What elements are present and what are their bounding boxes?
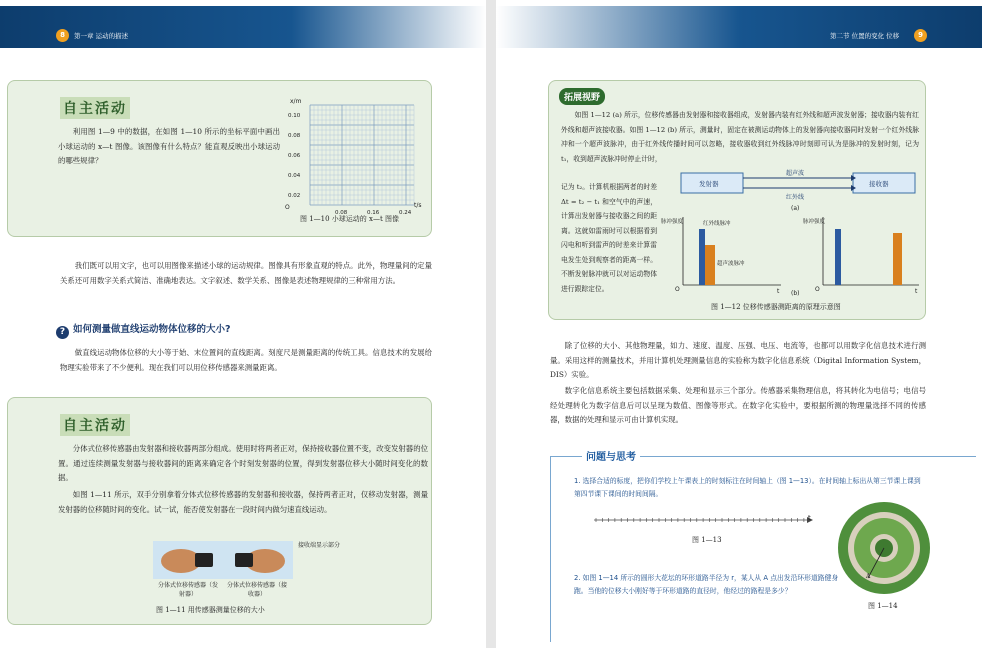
right-paragraph-2: 数字化信息系统主要包括数据采集、处理和显示三个部分。传感器采集物理信息，将其转化为电信号；电信号经处理转化为数字信息后可以呈现为数值、图像等形式。在数字化实验中，要根据所测的物理量选择不同的传感器，数据的处理和显示可由计算机实现。 [550,386,926,424]
activity-box-2 [7,397,432,625]
us-pulse-bar-1 [705,245,715,285]
question-2: 2. 如图 1—14 所示的圆形大花坛的环形道路半径为 r，某人从 A 点出发沿环形道路健身跑。当他的位移大小刚好等于环形道路的直径时，他经过的路程是多少？ [574,574,839,595]
circular-flowerbed [836,500,932,596]
y-tick-label: 0.10 [288,113,301,119]
y-tick-label: 0.02 [288,193,301,199]
graph-grid [310,105,414,205]
us-pulse-bar-2 [893,233,902,285]
activity-box-1 [7,80,432,237]
activity-2-title: 自主活动 [60,414,130,436]
section-heading: ? 如何测量做直线运动物体位移的大小? [56,321,231,339]
extension-box [548,80,926,320]
question-icon: ? [56,326,69,339]
graph-y-label: x/m [290,98,302,105]
pulse-strength-label-1: 脉冲强度 [661,219,684,225]
infrared-label: 红外线 [786,194,805,201]
x-tick-label: 0.24 [399,210,412,216]
figure-1-14-caption: 图 1—14 [868,602,898,610]
origin-2: O [815,286,820,293]
y-tick-label: 0.08 [288,133,301,139]
right-header-band [496,6,982,48]
t-label-2: t [915,288,918,295]
pulse-strength-label-2: 脉冲强度 [803,219,826,225]
emitter-text: 发射器 [699,180,719,188]
page-gutter [486,0,496,648]
time-axis [592,512,817,528]
question-1: 1. 选择合适的标度，把你们学校上午课表上的时刻标注在时间轴上（图 1—13）。在时间轴上标出从第三节课上课到第四节课下课间的时间间隔。 [574,477,921,498]
right-paragraph-1: 除了位移的大小、其他物理量，如力、速度、温度、压强、电压、电流等，也都可以用数字化信息技术进行测量。采用这样的测量技术，并用计算机处理测量信息的实验称为数字化信息系统（Digital Information System，DIS）实验。 [550,341,926,379]
origin-1: O [675,286,680,293]
figure-1-12-caption: 图 1—12 位移传感器测距离的原理示意图 [711,303,841,311]
activity-2-text-2: 如图 1—11 所示，双手分别拿着分体式位移传感器的发射器和接收器，保持两者正对，仅移动发射器，测量发射器的位移随时间的变化。试一试，能否使发射器在一段时间内做匀速直线运动。 [58,490,428,514]
time-axis-label: t [808,514,811,522]
t-label-1: t [777,288,780,295]
graph-origin: O [285,204,290,211]
y-tick-label: 0.06 [288,153,301,159]
left-paragraph-1: 我们既可以用文字，也可以用图像来描述小球的运动规律。图像具有形象直观的特点。此外，物理量间的定量关系还可用数字关系式简洁、准确地表达。文字叙述、数学关系、图像是表述物理规律的三种常用方法。 [60,261,432,285]
ir-pulse-bar-1 [699,229,705,285]
label-b: (b) [791,290,800,297]
graph-x-label: t/s [414,202,422,209]
graph-y-ticks [288,113,301,199]
left-paragraph-2: 做直线运动物体位移的大小等于始、末位置间的直线距离。刻度尺是测量距离的传统工具。信息技术的发展给物理实验带来了不少便利。现在我们可以用位移传感器来测量距离。 [60,348,432,372]
receiver-text: 接收器 [869,180,889,188]
sensor-principle-diagram [661,167,923,317]
x-tick-label: 0.08 [335,210,348,216]
figure-1-11-caption: 图 1—11 用传感器测量位移的大小 [156,606,265,614]
left-page [0,0,486,648]
receiver-display-label: 接收端显示部分 [298,542,341,549]
activity-1-text: 利用图 1—9 中的数据，在如图 1—10 所示的坐标平面中画出小球运动的 x—t 图像。该图像有什么特点？能直观反映出小球运动的哪些规律？ [58,127,280,165]
ultrasonic-label: 超声波 [786,170,805,177]
y-tick-label: 0.04 [288,173,301,179]
left-header-title: 第一章 运动的描述 [74,32,129,40]
left-page-number: 8 [56,29,69,42]
label-a: (a) [791,205,800,212]
x-tick-label: 0.16 [367,210,380,216]
left-header-band [0,6,486,48]
extension-badge: 拓展视野 [559,88,605,105]
us-pulse-label: 超声波脉冲 [717,261,745,267]
right-page-number: 9 [914,29,927,42]
figure-1-10-caption: 图 1—10 小球运动的 x—t 图像 [300,215,400,223]
extension-text-side: 记为 t₂。计算机根据两者的时差 Δt = t₂ − t₁ 和空气中的声速，计算出发射器与接收器之间的距离。这就如雷雨时可以根据看到闪电和听到雷声的时差来计算雷电发生处到观察者的距离一样。不断发射脉冲就可以对运动物体进行跟踪定位。 [561,183,657,293]
figure-1-13-caption: 图 1—13 [692,536,722,544]
point-a-label: A [866,573,871,580]
sensor-photo [153,541,293,579]
extension-text-top: 如图 1—12 (a) 所示，位移传感器由发射器和接收器组成，发射器内装有红外线和超声波发射器；接收器内装有红外线和超声波接收器。如图 1—12 (b) 所示，测量时，固定在被测运动物体上的发射器向接收器同时发射一个红外线脉冲和一个超声波脉冲，由于红外线传播时间可以忽略，接收器收到红外线脉冲时刻即可认为是脉冲的发射时刻，记为 t₁，收到超声波脉冲时停止计时， [561,111,919,163]
receiver-label: 分体式位移传感器（接收器） [226,582,287,598]
ir-pulse-bar-2 [835,229,841,285]
questions-title: 问题与思考 [582,448,640,463]
activity-2-text-1: 分体式位移传感器由发射器和接收器两部分组成。使用时将两者正对，保持接收器位置不变，改变发射器的位置。通过连续测量发射器与接收器间的距离来确定各个时刻发射器的位置，得到发射器位移大小随时间变化的数据。 [58,444,428,482]
activity-1-title: 自主活动 [60,97,130,119]
right-header-title: 第二节 位置的变化 位移 [830,32,900,40]
ir-pulse-label: 红外线脉冲 [703,221,731,227]
right-page [496,0,982,648]
emitter-label: 分体式位移传感器（发射器） [158,582,219,598]
